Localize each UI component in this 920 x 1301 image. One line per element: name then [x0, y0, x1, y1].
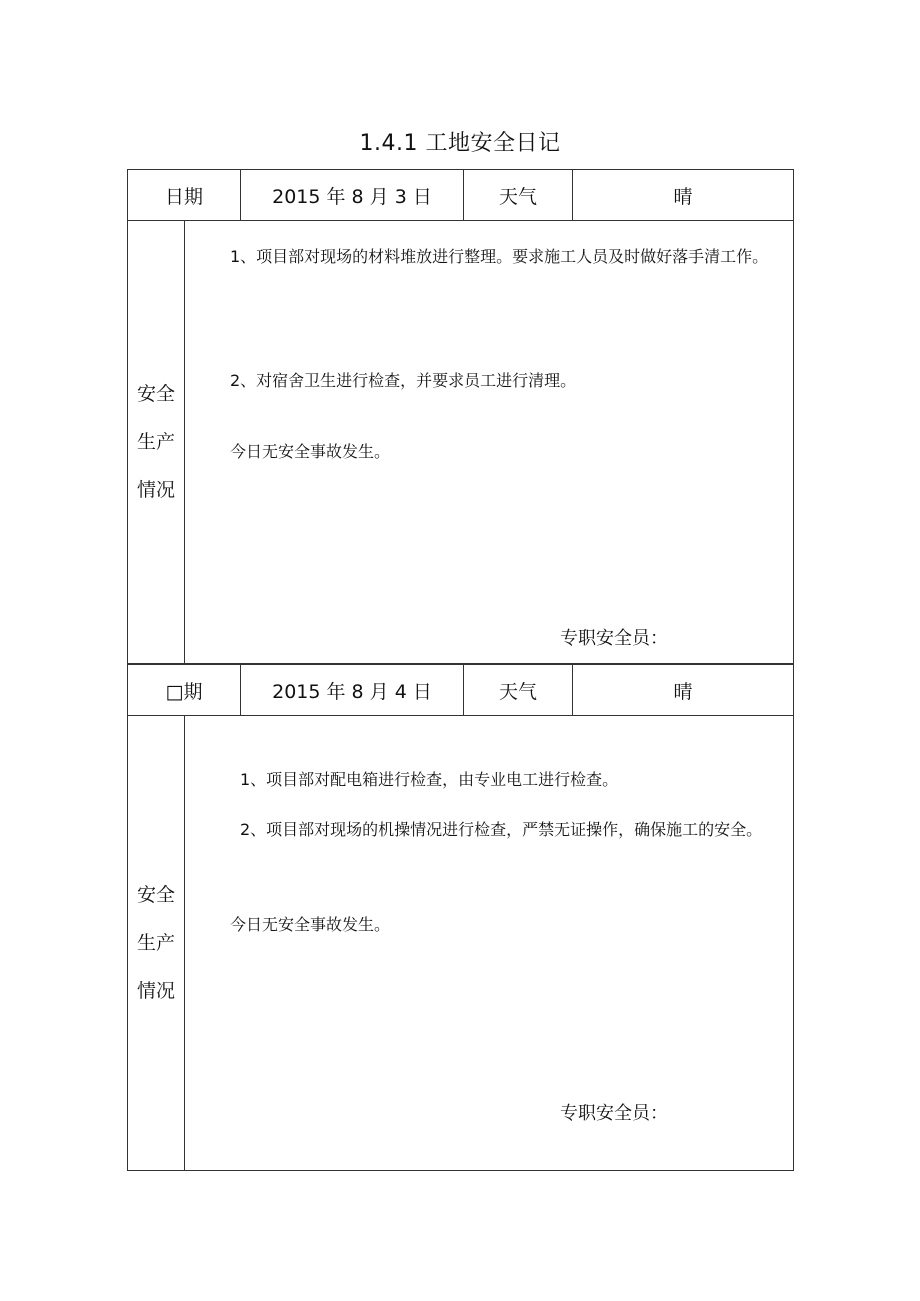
- weather-label: 天气: [464, 170, 573, 221]
- date-label: □期: [128, 665, 241, 716]
- date-value: 2015 年 8 月 4 日: [241, 665, 464, 716]
- content-row: [128, 221, 794, 664]
- safety-officer-signature: 专职安全员：: [560, 1103, 668, 1124]
- log-content: [186, 716, 793, 1170]
- log-content: [186, 221, 793, 663]
- section-label-line-2: 生产: [136, 431, 175, 453]
- section-label-line-2: 生产: [136, 932, 175, 954]
- page-title: 1.4.1 工地安全日记: [359, 131, 561, 156]
- weather-value: 晴: [573, 665, 794, 716]
- section-label: [128, 221, 185, 663]
- header-row: [128, 170, 794, 221]
- section-label-line-3: 情况: [136, 479, 175, 501]
- log-item-2: 2、对宿舍卫生进行检查，并要求员工进行清理。: [230, 371, 577, 390]
- section-label: [128, 716, 185, 1170]
- content-area: [128, 716, 794, 1171]
- section-label-line-1: 安全: [136, 383, 175, 405]
- content-row: [128, 716, 794, 1171]
- header-row: [128, 665, 794, 716]
- safety-officer-signature: 专职安全员：: [560, 628, 668, 649]
- section-label-line-3: 情况: [136, 980, 175, 1002]
- no-accident-note: 今日无安全事故发生。: [230, 442, 391, 461]
- safety-log-table-day-2: [127, 664, 794, 1171]
- content-area: [128, 221, 794, 664]
- weather-value: 晴: [573, 170, 794, 221]
- no-accident-note: 今日无安全事故发生。: [230, 915, 391, 934]
- log-item-2: 2、项目部对现场的机操情况进行检查，严禁无证操作，确保施工的安全。: [240, 820, 763, 839]
- safety-log-table-day-1: [127, 169, 794, 664]
- date-label: 日期: [128, 170, 241, 221]
- log-item-1: 1、项目部对现场的材料堆放进行整理。要求施工人员及时做好落手清工作。: [230, 247, 769, 266]
- log-item-1: 1、项目部对配电箱进行检查，由专业电工进行检查。: [240, 770, 619, 789]
- section-label-line-1: 安全: [136, 884, 175, 906]
- weather-label: 天气: [464, 665, 573, 716]
- date-value: 2015 年 8 月 3 日: [241, 170, 464, 221]
